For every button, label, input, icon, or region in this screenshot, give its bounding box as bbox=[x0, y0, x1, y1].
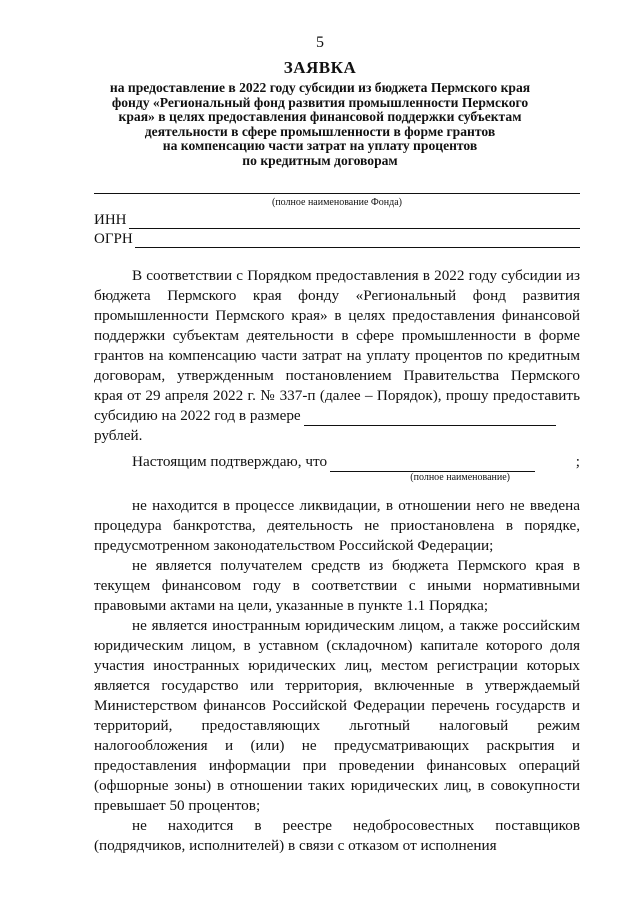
condition-item: не является иностранным юридическим лицом, а также российским юридическим лицом, в уставном (складочном) капитале которого доля участия иностранных юридических лиц, местом регистрации которых является государство или территория, включенные в утверждаемый Министерством финансов Российской Федерации перечень государств и территорий, предоставляющих льготный налоговый режим налогообложения и (или) не предусматривающих раскрытия и предоставления информации при проведении финансовых операций (офшорные зоны) в отношении таких юридических лиц, в совокупности превышает 50 процентов; bbox=[94, 617, 580, 814]
ogrn-row bbox=[94, 231, 580, 248]
applicant-name-line bbox=[330, 457, 535, 472]
condition-item: не является получателем средств из бюджета Пермского края в текущем финансовом году в соответствии с иными нормативными правовыми актами на цели, указанные в пункте 1.1 Порядка; bbox=[94, 557, 580, 614]
subtitle-line: на компенсацию части затрат на уплату процентов bbox=[162, 138, 478, 153]
confirm-prefix: Настоящим подтверждаю, что bbox=[132, 453, 328, 470]
condition-item: не находится в процессе ликвидации, в отношении него не введена процедура банкротства, деятельность не приостановлена в порядке, предусмотренном законодательством Российской Федерации; bbox=[94, 497, 580, 554]
currency-word: рублей. bbox=[94, 427, 143, 444]
amount-field-line bbox=[304, 411, 556, 426]
document-title: ЗАЯВКА bbox=[283, 58, 357, 77]
ogrn-label: ОГРН bbox=[94, 231, 133, 247]
confirm-paragraph bbox=[94, 452, 580, 472]
request-paragraph bbox=[94, 266, 580, 426]
fund-name-line bbox=[94, 193, 580, 194]
confirm-suffix: ; bbox=[575, 453, 580, 470]
inn-label: ИНН bbox=[94, 212, 127, 228]
request-text: В соответствии с Порядком предоставления в 2022 году субсидии из бюджета Пермского края фонду «Региональный фонд развития промышленности Пермского края» в целях предоставления финансовой поддержки субъектам деятельности в сфере промышленности в форме грантов на компенсацию части затрат на уплату процентов по кредитным договорам, утвержденным постановлением Правительства Пермского края от 29 апреля 2022 г. № 337-п (далее – Порядок), прошу предоставить субсидию на 2022 год в размере bbox=[94, 267, 580, 424]
applicant-name-caption: (полное наименование) bbox=[410, 472, 510, 483]
fund-name-caption: (полное наименование Фонда) bbox=[272, 197, 402, 208]
condition-item: не находится в реестре недобросовестных поставщиков (подрядчиков, исполнителей) в связи с отказом от исполнения bbox=[94, 817, 580, 854]
document-subtitle bbox=[84, 81, 556, 168]
subtitle-line: по кредитным договорам bbox=[242, 152, 398, 168]
ogrn-field-line bbox=[135, 233, 580, 248]
subtitle-line: края» в целях предоставления финансовой поддержки субъектам bbox=[118, 109, 522, 124]
application-body bbox=[94, 266, 580, 856]
inn-field-line bbox=[129, 214, 581, 229]
subtitle-line: на предоставление в 2022 году субсидии из бюджета Пермского края bbox=[109, 80, 531, 95]
subtitle-line: деятельности в сфере промышленности в форме грантов bbox=[144, 123, 496, 139]
subtitle-line: фонду «Региональный фонд развития промышленности Пермского bbox=[111, 94, 529, 110]
inn-row bbox=[94, 212, 580, 229]
page-number: 5 bbox=[316, 34, 324, 51]
